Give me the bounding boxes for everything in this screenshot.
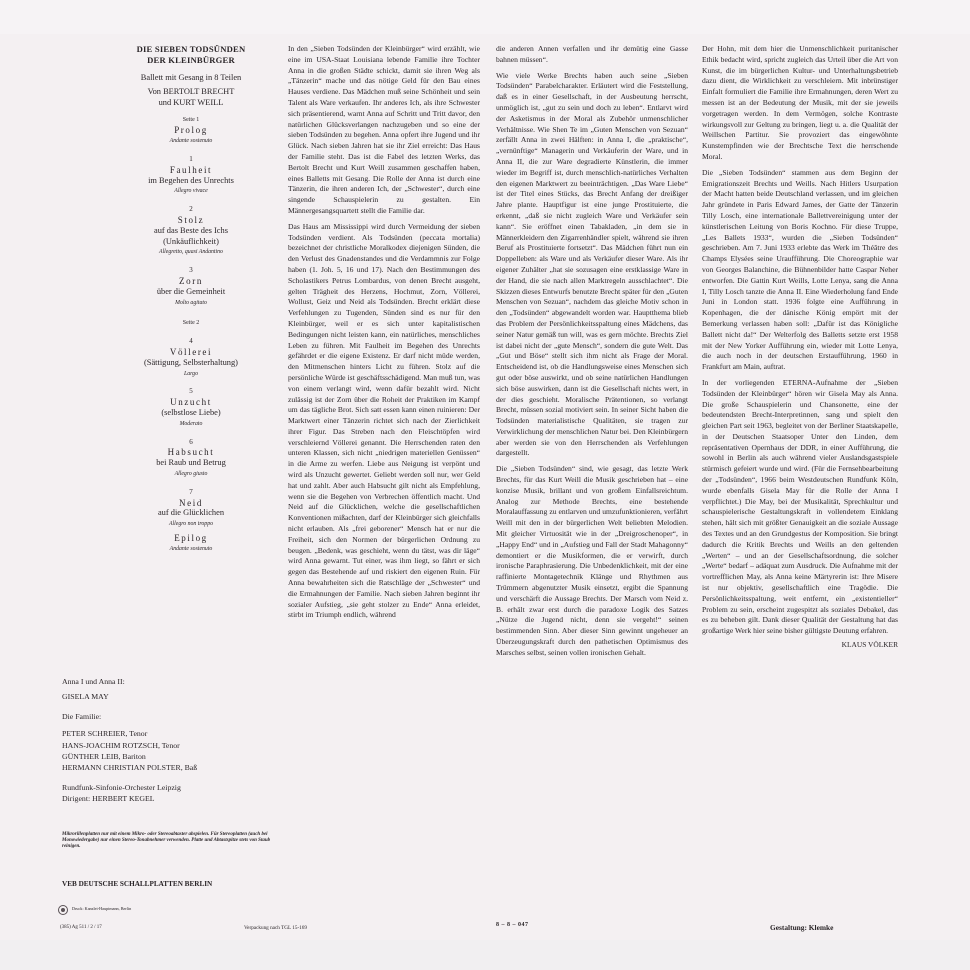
printer-credit: Druck: Kanzlei-Hauptmann, Berlin: [72, 906, 132, 911]
order-number: 8 – 8 – 047: [496, 922, 529, 928]
movement-number: 1: [189, 155, 193, 163]
movement-epilog: [110, 533, 272, 555]
movement-title: Völlerei: [169, 346, 213, 357]
movement-title: Habsucht: [167, 447, 215, 458]
movement-number: 6: [189, 437, 193, 446]
movement-5: [110, 386, 272, 429]
movement-number: 7: [189, 487, 193, 496]
movement-subtitle: (Sättigung, Selbsterhaltung): [144, 357, 238, 367]
essay-column-3: [702, 44, 898, 894]
movement-title: Epilog: [174, 532, 208, 543]
movement-4: [110, 336, 272, 379]
essay-paragraph: Die „Sieben Todsünden“ sind, wie gesagt, das letzte Werk Brechts, für das Kurt Weill die Musik geschrieben hat – eine konzise Musik, brillant und von großem Einfallsreichtum. Analog zur Methode Brechts, eine bestehende Moralauffassung zu entlarven und umzufunktionieren, verfährt Weill mit den in der bürgerlichen Welt beliebten Melodien. Mit gleicher Virtuosität wie in der „Dreigroschenoper“, in „Happy End“ und in „Aufstieg und Fall der Stadt Mahagonny“ demontiert er die Musikformen, die er verwirft, durch ironische Paraphrasierung. Die Unbedenklichkeit, mit der eine raffinierte Montagetechnik Klänge und Rhythmen aus Trümmern abgenutzter Musik einsetzt, ergibt die Spannung und verschärft die Aussage Brechts. Der Marsch vom Neid z. B. erhält zwar erst durch die paradoxe Logik des Satzes „Nütze die Jugend nicht, denn sie vergeht!“ seinen bestimmenden Sinn. Aber dieser Sinn gewinnt ungeheuer an Überzeugungskraft durch den pathetischen Optimismus des Marsches selbst, seinen vollen ironischen Gehalt.: [496, 464, 688, 657]
essay-paragraph: In den „Sieben Todsünden der Kleinbürger“ wird erzählt, wie eine im USA-Staat Louisiana lebende Familie ihre Tochter Anna in die großen Städte schickt, damit sie ihren Weg als „Tänzerin“ mache und das nötige Geld für den Bau eines Hauses verdiene. Das Mädchen muß seine Schönheit und sein Talent als Ware verkaufen. Ihr anderes Ich, als ihre Schwester sich präsentierend, warnt Anna auf Schritt und Tritt davor, den natürlichen Glücksverlangen nachzugeben und so eine der sieben Todsünden zu begehen. Anna opfert ihre Jugend und ihr Glück. Nach sieben Jahren hat sie ihr Ziel erreicht: Das Haus der Familie steht. Das ist die Fabel des letzten Werks, das Bertolt Brecht und Kurt Weill zusammen geschaffen haben, eines Balletts mit Gesang. Die Rolle der Anna ist durch eine Tänzerin, die ihren anderen Ich, der „Schwester“, durch eine singende Schauspielerin zu gestalten. Ein Männergesangsquartett stellt die Familie dar.: [288, 44, 480, 215]
catalog-code: (385) Ag 511 / 2 / 17: [60, 925, 102, 930]
movement-tempo: Andante sostenuto: [169, 545, 213, 552]
movement-subtitle: auf das Beste des Ichs: [154, 225, 228, 235]
movement-tempo: Largo: [184, 370, 198, 377]
movement-subtitle: über die Gemeinheit: [156, 286, 226, 296]
essay-paragraph: In der vorliegenden ETERNA-Aufnahme der „Sieben Todsünden der Kleinbürger“ hören wir Gisela May als Anna. Die große Schauspielerin und Chansonette, eine der bedeutendsten Brecht-Interpretinnen, sang und spielt den gleichen Part seit 1963, begleitet von der Berliner Staatskapelle, in der Deutschen Staatsoper Unter den Linden, dem repräsentativen Opernhaus der DDR, in einer Aufführung, die sowohl in Berlin als auch während vieler Auslandsgastspiele stürmisch gefeiert wurde und wird. (Für die Fernsehbearbeitung der „Todsünden“, 1966 beim Westdeutschen Rundfunk Köln, wurde ebenfalls Gisela May für die Rolle der Anna I verpflichtet.) Die May, bei der Musikalität, Sprechkultur und schauspielerische Gestaltungskraft in vollendetem Einklang stehen, hält sich mit größter Genauigkeit an die soziale Aussage des Textes und an den Grundgestus der Komposition. Sie bringt dadurch die Kritik Brechts und Weills an den geltenden „Werten“ – und an der Gesellschaftsordnung, die solcher „Werte“ bedarf – adäquat zum Ausdruck. Die Aufnahme mit der vortrefflichen May, als Anna keine Märtyrerin ist: Ihre Misere ist nur objektiv, gesellschaftlich eine Tragödie. Die Persönlichkeitsspaltung, weit entfernt, ein „existentieller“ Problem zu sein, erscheint zugespitzt als soziales Debakel, das es zu beheben gilt. Dank dieser Qualität der Gestaltung hat das großartige Werk hier seine bisher gültigste Deutung erfahren.: [702, 377, 898, 636]
essay-paragraph: die anderen Annen verfallen und ihr demütig eine Gasse bahnen müssen“.: [496, 44, 688, 64]
orchestra: Rundfunk-Sinfonie-Orchester Leipzig: [62, 782, 181, 792]
essay-author: KLAUS VÖLKER: [841, 640, 898, 650]
playback-note: Mikrorillenplatten nur mit einem Mikro- oder Stereoabtaster abspielen. Für Stereoplatten (auch bei Monowiedergabe) nur einen Stereo-Tonabnehmer verwenden. Platte und Abtastspitze stets von Staub reinigen.: [62, 832, 271, 850]
movement-title: Unzucht: [170, 397, 212, 408]
authors-line2: und KURT WEILL: [158, 98, 224, 108]
family-member: PETER SCHREIER, Tenor: [62, 729, 148, 739]
packaging-norm: Verpackung nach TGL 15-169: [244, 925, 307, 931]
movement-tempo: Molto agitato: [175, 299, 207, 306]
essay-column-2: [496, 44, 688, 894]
movement-subtitle-2: (Unkäuflichkeit): [163, 236, 219, 246]
work-subtitle: Ballett mit Gesang in 8 Teilen: [140, 73, 242, 82]
movement-6: [110, 437, 272, 480]
conductor: Dirigent: HERBERT KEGEL: [62, 794, 155, 804]
movement-tempo: Allegro vivace: [174, 188, 208, 195]
movement-subtitle: (selbstlose Liebe): [161, 407, 221, 417]
bottom-border: [0, 940, 970, 970]
essay-column-1: [288, 44, 480, 894]
record-label-name: VEB DEUTSCHE SCHALLPLATTEN BERLIN: [62, 880, 213, 888]
essay-paragraph: Die „Sieben Todsünden“ stammen aus dem Beginn der Emigrationszeit Brechts und Weills. Nach Hitlers Usurpation der Macht hatten beide Deutschland verlassen, und im gleichen Jahr gründete in Paris Edward James, der Gatte der Tänzerin Tilly Losch, eine internationale Ballettvereinigung unter der künstlerischen Leitung von Boris Kochno. Für diese Truppe, „Les Ballets 1933“, wurden die „Sieben Todsünden“ geschrieben. Am 7. Juni 1933 erlebte das Werk im Théâtre des Champs Elysées seine Uraufführung. Die Choreographie war von Georges Balanchine, die Bühnenbilder hatte Caspar Neher entworfen. Die Gattin Kurt Weills, Lotte Lenya, sang die Anna I, Tilly Losch tanzte die Anna II. Eine Wiederholung fand Ende Juni in London statt. 1936 folgte eine Aufführung in Kopenhagen, die der dänische König empört mit der Bemerkung verlassen haben soll: „Dafür ist das Königliche Ballett nicht da!“ Der Welterfolg des Balletts setzte erst 1958 mit der New Yorker Aufführung ein, wieder mit Lotte Lenya, die auch noch in der deutschen Erstaufführung, 1960 in Frankfurt am Main, auftrat.: [702, 167, 898, 372]
eterna-logo-icon: [58, 905, 68, 915]
movement-3: [110, 265, 272, 308]
side-1-label: Seite 1: [182, 116, 200, 123]
movement-title: Neid: [179, 497, 203, 508]
movement-1: [110, 154, 272, 197]
essay-paragraph: Wie viele Werke Brechts haben auch seine „Sieben Todsünden“ Parabelcharakter. Erläutert wird die Feststellung, daß es in einer Gesellschaft, in der Ausbeutung herrscht, unmöglich ist, „gut zu sein und doch zu leben“. Entlarvt wird der Asketismus in der Moral als Zubehör unmenschlicher Verhältnisse. Wie Shen Te im „Guten Menschen von Sezuan“ zerfällt Anna in zwei Hälften: in Anna I, die „praktische“, „vernünftige“ Managerin und Verkäuferin der Ware, und in Anna II, die zur Ware degradierte Künstlerin, die immer wieder im Begriff ist, durch menschlich-natürliches Verhalten den eigenen Marktwert zu beeinträchtigen. „Das Ware Liebe“ ist der Titel eines Stücks, das Brecht Anfang der dreißiger Jahre plante. Hauptfigur ist eine junge Prostituierte, die erkennt, „daß sie nicht zugleich Ware und Verkäufer sein kann“. Sie eröffnet einen Tabakladen, „in dem sie in Männerkleidern den Zigarrenhändler spielt, während sie ihren Beruf als Prostituierte fortsetzt“. Das Mädchen führt nun ein Doppelleben: als Ware und als Verkäufer dieser Ware. Als ihr eigener Zuhälter „hat sie sozusagen eine erstklassige Ware in der Hand, die sie nach allen Marktregeln ausschlachtet“. Die Skizzen dieses Entwurfs benutzte Brecht später für den „Guten Menschen von Sezuan“, nachdem das gleiche Motiv schon in den „Todsünden“ abgewandelt worden war. Hauptthema blieb das Problem der Persönlichkeitsspaltung eines Mädchens, das seiner Natur gemäß tun will, was es gern möchte. Brechts Ziel ist dabei nicht der „gute Mensch“, sondern die gute Welt. Das „Gut und Böse“ stellt sich ihm nicht als Frage der Moral. Entscheidend ist, ob die Handlungsweise eines Menschen sich gut oder böse auswirkt, und ob seine natürlichen Handlungen sich böse auswirken, dann ist die Gesellschaft nichts wert, in der dies geschieht. Moralische Prätentionen, so verlangt Brecht, müssen sozial motiviert sein. In seiner Sicht haben die Todsünden materialistische Qualitäten, sie tragen zur Verwirklichung der menschlichen Natur bei. Den Kleinbürgern aber werden sie von den Herrschenden als Verfehlungen dargestellt.: [496, 70, 688, 458]
cast-list: [62, 676, 282, 805]
movement-tempo: Allegro non troppo: [168, 521, 213, 528]
movement-prolog: [110, 125, 272, 147]
movement-number: 4: [189, 337, 193, 346]
movement-tempo: Allegretto, quasi Andantino: [159, 249, 223, 256]
family-member: HANS-JOACHIM ROTZSCH, Tenor: [62, 740, 180, 750]
work-title-line2: DER KLEINBÜRGER: [147, 55, 235, 65]
design-credit: Gestaltung: Klemke: [770, 923, 834, 932]
movement-title: Prolog: [174, 125, 208, 136]
movement-tempo: Andante sostenuto: [169, 138, 213, 145]
movement-number: 3: [189, 266, 193, 275]
movement-7: [110, 487, 272, 530]
movement-2: [110, 204, 272, 258]
movement-subtitle: auf die Glücklichen: [157, 508, 225, 518]
work-title-line1: DIE SIEBEN TODSÜNDEN: [136, 44, 246, 54]
movement-number: 2: [189, 205, 193, 214]
anna-singer: GISELA MAY: [62, 692, 109, 702]
essay-paragraph: Der Hohn, mit dem hier die Unmenschlichkeit puritanischer Ethik bedacht wird, spricht zugleich das Urteil über die Art von Kunst, die im bürgerlichen Kultur- und Unterhaltungsbetrieb dazu dient, die Wirklichkeit zu verschleiern. Mit inbrünstiger Einfalt formuliert die Familie ihre Ermahnungen, deren Wert zu messen ist an der Bedeutung der Musik, mit der sie jeweils vorgetragen werden. In dem Vermögen, solche Kontraste wirkungsvoll zur Geltung zu bringen, liegt u. a. die Qualität der Weillschen Partitur. Sie provoziert das eingewöhnte Kunstempfinden wie der Brechtsche Text die herrschende Moral.: [702, 44, 898, 161]
essay-paragraph: Das Haus am Mississippi wird durch Vermeidung der sieben Todsünden verdient. Als Todsünden (peccata mortalia) bezeichnet der christliche Moralkodex diejenigen Sünden, die den Verlust des Gnadenstandes und die Verdammnis zur Folge haben (1. Joh. 5, 16 und 17). Nach den Bestimmungen des Scholastikers Petrus Lombardus, von denen Brecht ausgeht, gelten Trägheit des Herzens, Hochmut, Zorn, Völlerei, Wollust, Geiz und Neid als Todsünden. Brecht erklärt diese Verfehlungen zu Tugenden, Sünden sind es nur für den Kleinbürger, weil er es sich unter kapitalistischen Bedingungen nicht leisten kann, ein natürliches, menschliches Leben zu führen. Mit Faulheit im Begehen des Unrechts gefährdet er die eigene Existenz. Er darf nicht müde werden, den Mitmenschen hinters Licht zu führen. Stolz auf die persönliche Würde ist geschäftsschädigend. Man muß tun, was von einem verlangt wird, wenn dafür bezahlt wird. Nicht zulässig ist der Zorn über die Roheit der Praktiken im Kampf um das tägliche Brot. Sich satt essen kann einen ruinieren: Der Marktwert einer Tänzerin richtet sich nach der Zierlichkeit ihrer Figur. Das Streben nach den Fleischtöpfen wird verschleiernd Völlerei genannt. Die Herrschenden raten den unteren Klassen, sich nicht „niedrigen materiellen Genüssen“ in die Arme zu werfen. Liebe aus Neigung ist verpönt und wird als Unzucht gewertet. Geliebt werden soll nur, wer Geld hat und zahlt. Aber auch Habsucht gilt nicht als Empfehlung, wenn sie die Begehen von Verbrechen öffentlich macht. Und Neid auf die Glücklichen, welche die gesellschaftlichen Konventionen mißachten, darf der Kleinbürger sich gleichfalls nicht erlauben. Als „frei geborener“ Mensch hat er nur die Freiheit, sich den Normen der bürgerlichen Ordnung zu beugen. „Bedenk, was geschieht, wenn du tätst, was dir läge“ wird Anna gewarnt. Tut einer, was ihm liegt, so fährt er sich gegen das Bestehende auf und riskiert den eigenen Ruin. Für Anna bewahrheiten sich die Ratschläge der „Schwester“ und die Ermahnungen der Familie. Nach sieben Jahren beginnt ihr sozialer Aufstieg, „sie geht stolzer zu Ende“ Anna erleidet, stirbt im Triumph endlich, während: [288, 221, 480, 620]
movement-tempo: Moderato: [179, 420, 203, 427]
movement-tempo: Allegro giusto: [174, 470, 208, 477]
movement-subtitle: im Begehen des Unrechts: [148, 175, 234, 185]
movement-title: Stolz: [177, 214, 205, 225]
movement-title: Zorn: [179, 275, 203, 286]
side-2-label: Seite 2: [182, 320, 200, 327]
family-member: GÜNTHER LEIB, Bariton: [62, 752, 146, 762]
authors-line1: Von BERTOLT BRECHT: [147, 87, 235, 97]
movement-number: 5: [189, 387, 193, 396]
tracklist-column: [110, 44, 272, 557]
movement-title: Faulheit: [169, 164, 213, 175]
top-border: [0, 0, 970, 34]
family-label: Die Familie:: [62, 711, 102, 721]
family-member: HERMANN CHRISTIAN POLSTER, Baß: [62, 763, 198, 773]
anna-label: Anna I und Anna II:: [62, 677, 125, 686]
movement-subtitle: bei Raub und Betrug: [156, 458, 226, 468]
